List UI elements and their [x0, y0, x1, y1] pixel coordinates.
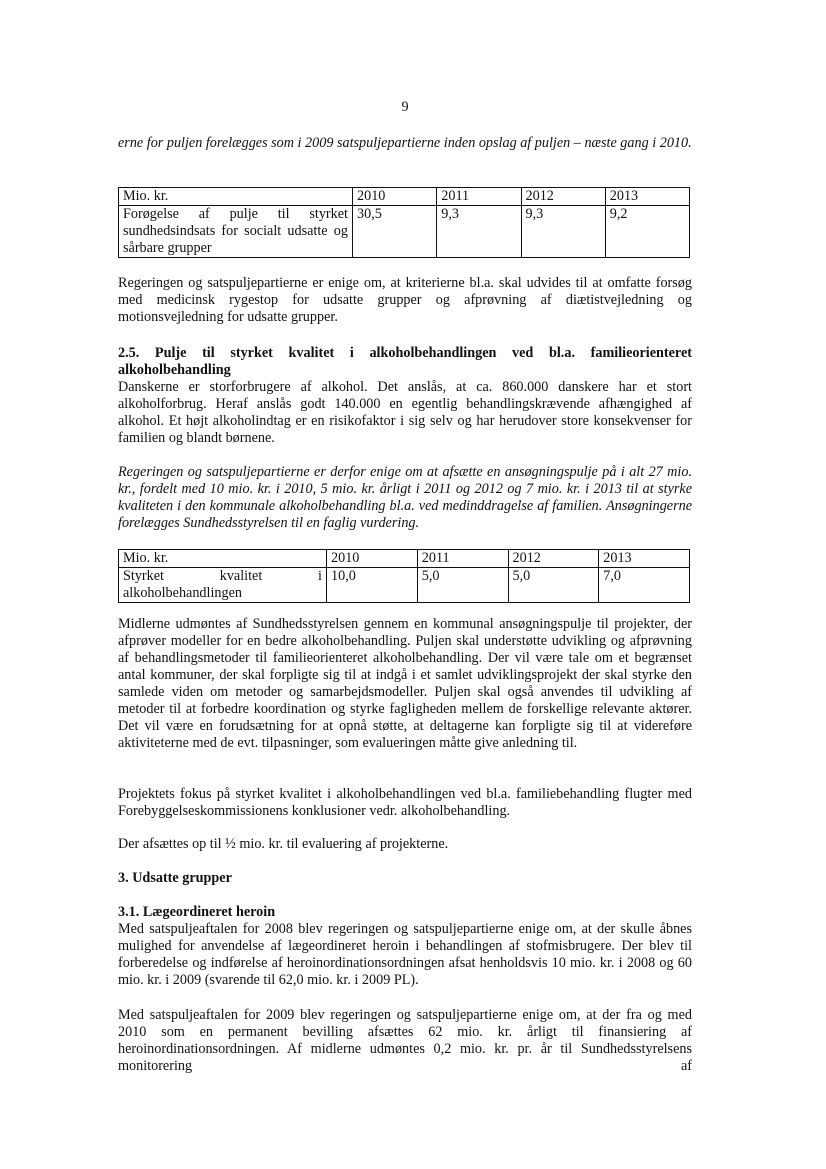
table-cell: Forøgelse af pulje til styrket sundhedsindsats for socialt udsatte og sårbare grupper	[119, 206, 353, 258]
table-cell: 5,0	[417, 568, 508, 603]
paragraph-midlerne: Midlerne udmøntes af Sundhedsstyrelsen gennem en kommunal ansøgningspulje til projekter, der afprøver modeller for en bedre alkoholbehandling. Puljen skal understøtte udvikling og afprøvning af behandlingsmetoder til familieorienteret alkoholbehandling. Der vil være tale om et begrænset antal kommuner, der skal forpligte sig til at indgå i et samlet udviklingsprojekt der skal styrke den samlede viden om metoder og samarbejdsmodeller. Puljen skal også anvendes til udvikling af metoder til at forbedre koordination og styrke fagligheden mellem de forskellige relevante aktører. Det vil være en forudsætning for at opnå støtte, at deltagerne kan forpligte sig til at videreføre aktiviteterne med de evt. tilpasninger, som evalueringen måtte give anledning til.	[118, 616, 692, 751]
table-row	[119, 206, 690, 258]
page-number: 9	[401, 99, 409, 115]
table-cell: 2013	[605, 188, 689, 206]
paragraph-fokus: Projektets fokus på styrket kvalitet i alkoholbehandlingen ved bl.a. familiebehandling flugter med Forebyggelseskommissionens konklusioner vedr. alkoholbehandling.	[118, 786, 692, 819]
table-cell: 5,0	[508, 568, 599, 603]
table-cell: 10,0	[327, 568, 418, 603]
table-cell: 2012	[508, 550, 599, 568]
table-cell: 7,0	[599, 568, 690, 603]
paragraph-evaluering: Der afsættes op til ½ mio. kr. til evaluering af projekterne.	[118, 836, 449, 852]
table-header-row	[119, 550, 690, 568]
budget-table-1	[118, 187, 692, 258]
paragraph-alkohol: Danskerne er storforbrugere af alkohol. Det anslås, at ca. 860.000 danskere har et stort alkoholforbrug. Heraf anslås godt 140.000 en egentlig behandlingskrævende afhængighed af alkohol. Et højt alkoholindtag er en risikofaktor i sig selv og har herudover store konsekvenser for familien og blandt børnene.	[118, 379, 692, 446]
paragraph-italic-pulje: Regeringen og satspuljepartierne er derfor enige om at afsætte en ansøgningspulje på i alt 27 mio. kr., fordelt med 10 mio. kr. i 2010, 5 mio. kr. årligt i 2011 og 2012 og 7 mio. kr. i 2013 til at styrke kvaliteten i den kommunale alkoholbehandling bl.a. ved medinddragelse af familien. Ansøgningerne forelægges Sundhedsstyrelsen til en faglig vurdering.	[118, 464, 692, 531]
table-cell: 9,2	[605, 206, 689, 258]
paragraph-heroin-2009: Med satspuljeaftalen for 2009 blev regeringen og satspuljepartierne enige om, at der fra og med 2010 som en permanent bevilling afsættes 62 mio. kr. årligt til finansiering af heroinordinationsordningen. Af midlerne udmøntes 0,2 mio. kr. pr. år til Sundhedsstyrelsens monitorering af	[118, 1007, 692, 1074]
budget-table-2	[118, 549, 692, 603]
table-cell: 2013	[599, 550, 690, 568]
intro-italic-text: erne for puljen forelægges som i 2009 satspuljepartierne inden opslag af puljen – næste gang i 2010.	[118, 135, 692, 151]
table-cell: 9,3	[437, 206, 521, 258]
table-cell: 2010	[327, 550, 418, 568]
table-cell: 2010	[353, 188, 437, 206]
paragraph-rygestop: Regeringen og satspuljepartierne er enige om, at kriterierne bl.a. skal udvides til at omfatte forsøg med medicinsk rygestop for udsatte grupper og afprøvning af diætistvejledning og motionsvejledning for udsatte grupper.	[118, 275, 692, 325]
table-header-row	[119, 188, 690, 206]
section-heading-3: 3. Udsatte grupper	[118, 870, 232, 886]
table-cell: 9,3	[521, 206, 605, 258]
paragraph-heroin-2008: Med satspuljeaftalen for 2008 blev regeringen og satspuljepartierne enige om, at der skulle åbnes mulighed for anvendelse af lægeordineret heroin i behandlingen af stofmisbrugere. Der blev til forberedelse og indførelse af heroinordinationsordningen afsat henholdsvis 10 mio. kr. i 2008 og 60 mio. kr. i 2009 (svarende til 62,0 mio. kr. i 2009 PL).	[118, 921, 692, 988]
section-heading-2-5: 2.5. Pulje til styrket kvalitet i alkoholbehandlingen ved bl.a. familieorienteret alkoholbehandling	[118, 345, 692, 378]
table-cell: Mio. kr.	[119, 550, 327, 568]
section-heading-3-1: 3.1. Lægeordineret heroin	[118, 904, 276, 920]
table-cell: Styrket kvalitet i alkoholbehandlingen	[119, 568, 327, 603]
table-cell: 2012	[521, 188, 605, 206]
table-row	[119, 568, 690, 603]
table-cell: 2011	[437, 188, 521, 206]
table-cell: Mio. kr.	[119, 188, 353, 206]
table-cell: 2011	[417, 550, 508, 568]
table-cell: 30,5	[353, 206, 437, 258]
